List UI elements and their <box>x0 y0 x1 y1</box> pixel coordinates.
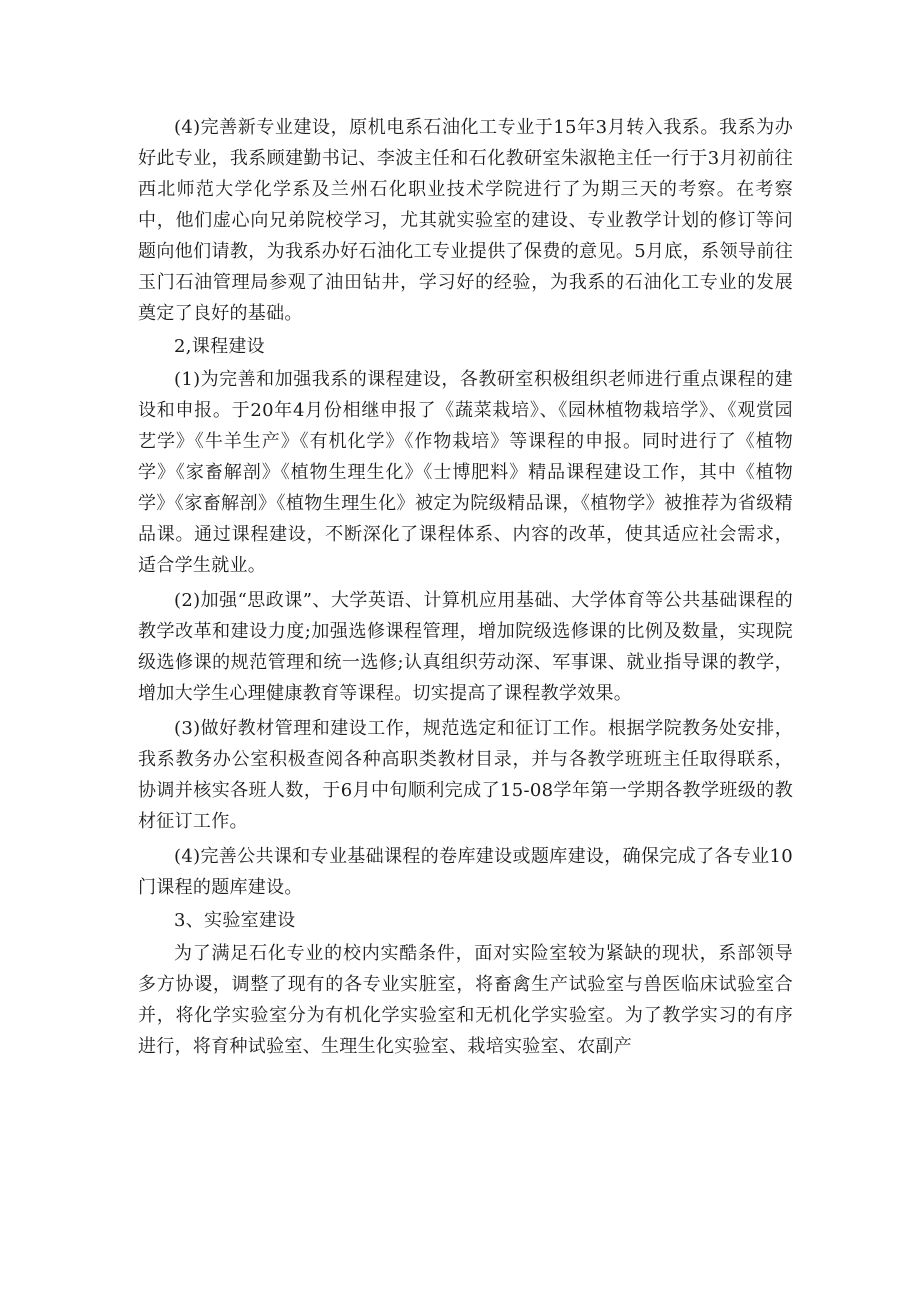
paragraph-lab: 为了满足石化专业的校内实酷条件，面对实险室较为紧缺的现状，系部领导多方协谡，调整了现有的各专业实脏室，将畜禽生产试验室与兽医临床试验室合并，将化学实验室分为有机化学实验室和无机化学实验室。为了教学实习的有序进行，将育种试验室、生理生化实验室、栽培实验室、农副产 <box>138 943 793 1057</box>
paragraph-new-major: (4)完善新专业建设，原机电系石油化工专业于15年3月转入我系。我系为办好此专业，我系顾建勤书记、李波主任和石化教研室朱淑艳主任一行于3月初前往西北师范大学化学系及兰州石化职业技术学院进行了为期三天的考察。在考察中，他们虚心向兄弟院校学习，尤其就实验室的建设、专业教学计划的修订等问题向他们请教，为我系办好石油化工专业提供了保费的意见。5月底，系领导前往玉门石油管理局参观了油田钻井，学习好的经验，为我系的石油化工专业的发展奠定了良好的基础。 <box>138 117 793 324</box>
paragraph-course-3: (3)做好教材管理和建设工作，规范选定和征订工作。根据学院教务处安排，我系教务办公室积极查阅各种高职类教材目录，并与各教学班班主任取得联系，协调并核实各班人数，于6月中旬顺利完成了15-08学年第一学期各教学班级的教材征订工作。 <box>138 718 793 832</box>
heading-course-construction: 2,课程建设 <box>174 336 265 357</box>
paragraph-course-4: (4)完善公共课和专业基础课程的卷库建设或题库建设，确保完成了各专业10门课程的题库建设。 <box>138 846 793 898</box>
heading-lab-construction: 3、实验室建设 <box>174 910 296 931</box>
document-body <box>138 112 793 1062</box>
paragraph-course-2: (2)加强“思政课”、大学英语、计算机应用基础、大学体育等公共基础课程的教学改革和建设力度;加强选修课程管理，增加院级选修课的比例及数量，实现院级选修课的规范管理和统一选修;认真组织劳动深、军事课、就业指导课的教学，增加大学生心理健康教育等课程。切实提高了课程教学效果。 <box>138 590 793 704</box>
paragraph-course-1: (1)为完善和加强我系的课程建设，各教研室积极组织老师进行重点课程的建设和申报。于20年4月份相继申报了《蔬菜栽培》、《园林植物栽培学》、《观赏园艺学》《牛羊生产》《有机化学》《作物栽培》等课程的申报。同时进行了《植物学》《家畜解剖》《植物生理生化》《士博肥料》精品课程建设工作，其中《植物学》《家畜解剖》《植物生理生化》被定为院级精品课，《植物学》被推荐为省级精品课。通过课程建设，不断深化了课程体系、内容的改革，使其适应社会需求，适合学生就业。 <box>138 369 793 576</box>
